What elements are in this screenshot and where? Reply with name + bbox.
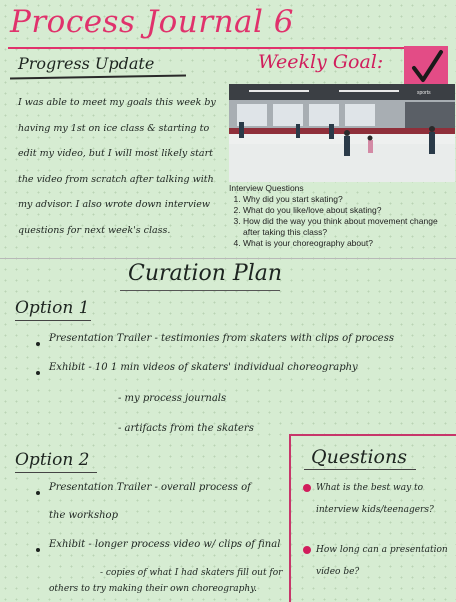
- option2-item-trailer-line1: Presentation Trailer - overall process of: [49, 482, 251, 493]
- option1-sub-artifacts: - artifacts from the skaters: [118, 423, 254, 434]
- progress-text: I was able to meet my goals this week by having my 1st on ice class & starting to edit my video, but I will most likely start the video from scratch after talking with my advisor. I also wrote down interview questions for next week's class.: [18, 97, 216, 236]
- option2-underline: [15, 472, 97, 473]
- question-bullet: [303, 546, 311, 554]
- interview-questions: [229, 183, 453, 249]
- curation-underline: [120, 290, 280, 291]
- bullet: [36, 371, 40, 375]
- option1-title: Option 1: [15, 298, 90, 318]
- skating-rink-photo: [229, 84, 455, 182]
- question-2-line1: How long can a presentation: [316, 545, 448, 555]
- option2-sub-copies-line2: others to try making their own choreography.: [49, 584, 257, 594]
- option1-underline: [15, 320, 91, 321]
- option2-item-exhibit: Exhibit - longer process video w/ clips of final: [49, 539, 281, 550]
- interview-list: [229, 194, 453, 249]
- list-item: 1. Why did you start skating?: [243, 194, 453, 205]
- weekly-goal-label: Weekly Goal:: [258, 51, 384, 73]
- page-title: Process Journal 6: [10, 4, 295, 40]
- list-item: 4. What is your choreography about?: [243, 238, 453, 249]
- question-bullet: [303, 484, 311, 492]
- questions-title: Questions: [311, 446, 407, 468]
- option2-title: Option 2: [15, 450, 90, 470]
- section-divider: [0, 258, 456, 259]
- rink-image: [229, 84, 455, 182]
- checkmark-icon: [408, 48, 446, 86]
- progress-underline: [10, 74, 186, 79]
- option2-item-trailer-line2: the workshop: [49, 510, 118, 521]
- banner-text: sports: [417, 90, 431, 96]
- curation-title: Curation Plan: [128, 261, 283, 286]
- question-1-line1: What is the best way to: [316, 483, 424, 493]
- option1-item-trailer: Presentation Trailer - testimonies from skaters with clips of process: [49, 333, 394, 344]
- option2-sub-copies-line1: - copies of what I had skaters fill out for: [100, 568, 283, 578]
- bullet: [36, 548, 40, 552]
- question-1: [316, 477, 454, 521]
- list-item: 3. How did the way you think about movement change after taking this class?: [243, 216, 453, 238]
- question-2-line2: video be?: [316, 567, 360, 577]
- title-underline: [8, 47, 448, 49]
- question-1-line2: interview kids/teenagers?: [316, 505, 434, 515]
- bullet: [36, 342, 40, 346]
- option1-sub-journal: - my process journals: [118, 393, 227, 404]
- option1-item-exhibit: Exhibit - 10 1 min videos of skaters' individual choreography: [49, 362, 358, 373]
- question-2: [316, 539, 454, 583]
- goal-checkbox[interactable]: [404, 46, 448, 88]
- bullet: [36, 491, 40, 495]
- progress-heading: Progress Update: [18, 54, 155, 73]
- interview-heading: Interview Questions: [229, 183, 304, 193]
- questions-underline: [304, 469, 416, 470]
- list-item: 2. What do you like/love about skating?: [243, 205, 453, 216]
